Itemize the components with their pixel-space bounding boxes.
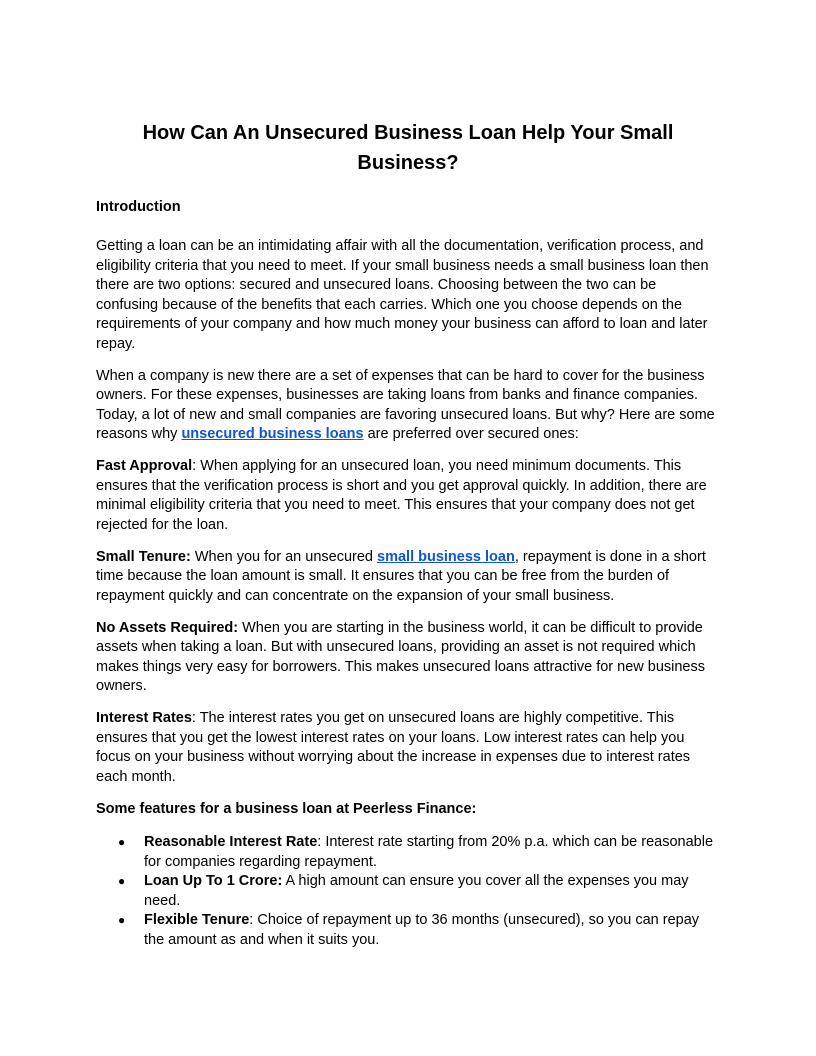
intro-paragraph: Getting a loan can be an intimidating affair with all the documentation, verification process, and eligibility criteria that you need to meet. If your small business needs a small business loan then there are two options: secured and unsecured loans. Choosing between the two can be confusing because of the benefits that each carries. Which one you choose depends on the requirements of your company and how much money your business can afford to loan and later repay. — [96, 238, 709, 352]
reasons-text-before: When a company is new there are a set of expenses that can be hard to cover for the business owners. For these expenses, businesses are taking loans from banks and finance companies. Today, a lot of new and small companies are favoring unsecured loans. But why? Here are some reasons why — [96, 367, 715, 442]
feature-label: Reasonable Interest Rate — [144, 834, 318, 850]
bullet-icon: ● — [118, 874, 126, 888]
bullet-icon: ● — [118, 913, 126, 927]
small-tenure-paragraph — [96, 548, 720, 607]
no-assets-label: No Assets Required: — [96, 619, 239, 636]
feature-text: : Interest rate starting from 20% p.a. which can be reasonable for companies regarding repayment. — [144, 834, 714, 870]
fast-approval-label: Fast Approval — [96, 458, 193, 474]
interest-rates-label: Interest Rates — [96, 710, 192, 726]
fast-approval-text: : When applying for an unsecured loan, you need minimum documents. This ensures that the verification process is short and you get approval quickly. In addition, there are minimal eligibility criteria that you need to meet. This ensures that your company does not get rejected for the loan. — [96, 458, 707, 533]
feature-label: Flexible Tenure — [144, 912, 250, 928]
unsecured-business-loans-link[interactable]: unsecured business loans — [181, 426, 364, 442]
feature-label: Loan Up To 1 Crore: — [144, 873, 283, 889]
features-list — [96, 833, 720, 950]
introduction-heading: Introduction — [96, 199, 181, 215]
features-heading: Some features for a business loan at Peerless Finance: — [96, 800, 477, 817]
reasons-text-after: are preferred over secured ones: — [363, 426, 579, 442]
reasons-paragraph — [96, 367, 720, 445]
feature-text: A high amount can ensure you cover all the expenses you may need. — [144, 873, 689, 909]
document-title: How Can An Unsecured Business Loan Help Your Small Business? — [142, 122, 674, 174]
no-assets-text: When you are starting in the business world, it can be difficult to provide assets when taking a loan. But with unsecured loans, providing an asset is not required which makes things very easy for borrowers. This makes unsecured loans attractive for new business owners. — [96, 619, 705, 694]
interest-rates-text: : The interest rates you get on unsecured loans are highly competitive. This ensures that you get the lowest interest rates on your loans. Low interest rates can help you focus on your business without worrying about the increase in expenses due to interest rates each month. — [96, 710, 691, 785]
small-tenure-label: Small Tenure: — [96, 548, 191, 565]
small-business-loan-link[interactable]: small business loan — [377, 548, 515, 565]
small-tenure-text-after: , repayment is done in a short time because the loan amount is small. It ensures that you can be free from the burden of repayment quickly and can concentrate on the expansion of your small business. — [96, 548, 706, 604]
feature-item-flexible-tenure — [96, 911, 720, 950]
fast-approval-paragraph — [96, 457, 720, 535]
document-page — [96, 118, 720, 950]
interest-rates-paragraph — [96, 709, 720, 787]
feature-item-loan-amount — [96, 872, 720, 911]
feature-text: : Choice of repayment up to 36 months (unsecured), so you can repay the amount as and when it suits you. — [144, 912, 700, 948]
bullet-icon: ● — [118, 835, 126, 849]
small-tenure-text-before: When you for an unsecured — [190, 548, 378, 565]
no-assets-paragraph — [96, 619, 720, 697]
feature-item-interest-rate — [96, 833, 720, 872]
